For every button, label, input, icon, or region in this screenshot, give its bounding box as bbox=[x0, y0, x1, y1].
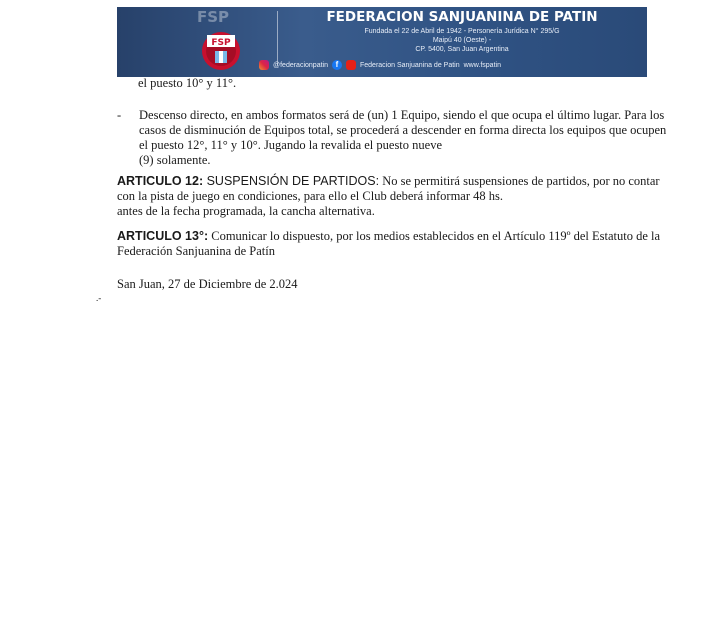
bullet-line-2: casos de disminución de Equipos total, se procederá a descender en forma directa los equipos que ocupen bbox=[139, 123, 667, 137]
letterhead-banner bbox=[117, 7, 647, 77]
article-12-line-2: con la pista de juego en condiciones, para ello el Club deberá informar 48 hs. bbox=[117, 189, 503, 203]
bullet-line-4: (9) solamente. bbox=[139, 153, 211, 167]
bullet-line-3: el puesto 12°, 11° y 10°. Jugando la revalida el puesto nueve bbox=[139, 138, 443, 152]
founding-line: Fundada el 22 de Abril de 1942 - Personería Jurídica N° 295/G bbox=[364, 28, 560, 35]
article-12-label: ARTICULO 12: bbox=[117, 174, 204, 188]
article-12-text-1: No se permitirá suspensiones de partidos, por no contar bbox=[379, 174, 660, 188]
youtube-icon[interactable] bbox=[346, 60, 356, 70]
bullet-line-1: Descenso directo, en ambos formatos será de (un) 1 Equipo, siendo el que ocupa el último lugar. Para los bbox=[139, 108, 665, 122]
bullet-dash: - bbox=[117, 108, 122, 122]
instagram-icon bbox=[259, 60, 269, 70]
article-13-label: ARTICULO 13°: bbox=[117, 229, 209, 243]
article-12-line-1 bbox=[117, 174, 660, 190]
org-name: FEDERACION SANJUANINA DE PATIN bbox=[326, 9, 598, 25]
youtube-channel[interactable]: Federacion Sanjuanina de Patin bbox=[359, 61, 460, 69]
fsp-watermark: FSP bbox=[197, 8, 230, 26]
website-link[interactable]: www.fspatin bbox=[463, 61, 501, 69]
continuation-line: el puesto 10° y 11°. bbox=[138, 76, 237, 90]
logo-text: FSP bbox=[211, 38, 231, 48]
article-12-title: SUSPENSIÓN DE PARTIDOS: bbox=[203, 174, 380, 188]
address-line: Maipú 40 (Oeste) - bbox=[432, 37, 492, 44]
social-links bbox=[259, 59, 501, 71]
fsp-logo-icon bbox=[201, 27, 241, 73]
article-13-line-2: Federación Sanjuanina de Patín bbox=[117, 244, 275, 258]
postal-line: CP. 5400, San Juan Argentina bbox=[415, 46, 509, 53]
stray-mark: .- bbox=[96, 293, 102, 303]
article-13-text-1: Comunicar lo dispuesto, por los medios establecidos en el Artículo 119º del Estatuto de la bbox=[208, 229, 661, 243]
date-line: San Juan, 27 de Diciembre de 2.024 bbox=[117, 277, 298, 291]
article-12-line-3: antes de la fecha programada, la cancha alternativa. bbox=[117, 204, 375, 218]
facebook-icon[interactable]: f bbox=[332, 60, 342, 70]
article-13-line-1 bbox=[117, 229, 660, 245]
instagram-handle[interactable]: @federacionpatin bbox=[273, 61, 328, 69]
